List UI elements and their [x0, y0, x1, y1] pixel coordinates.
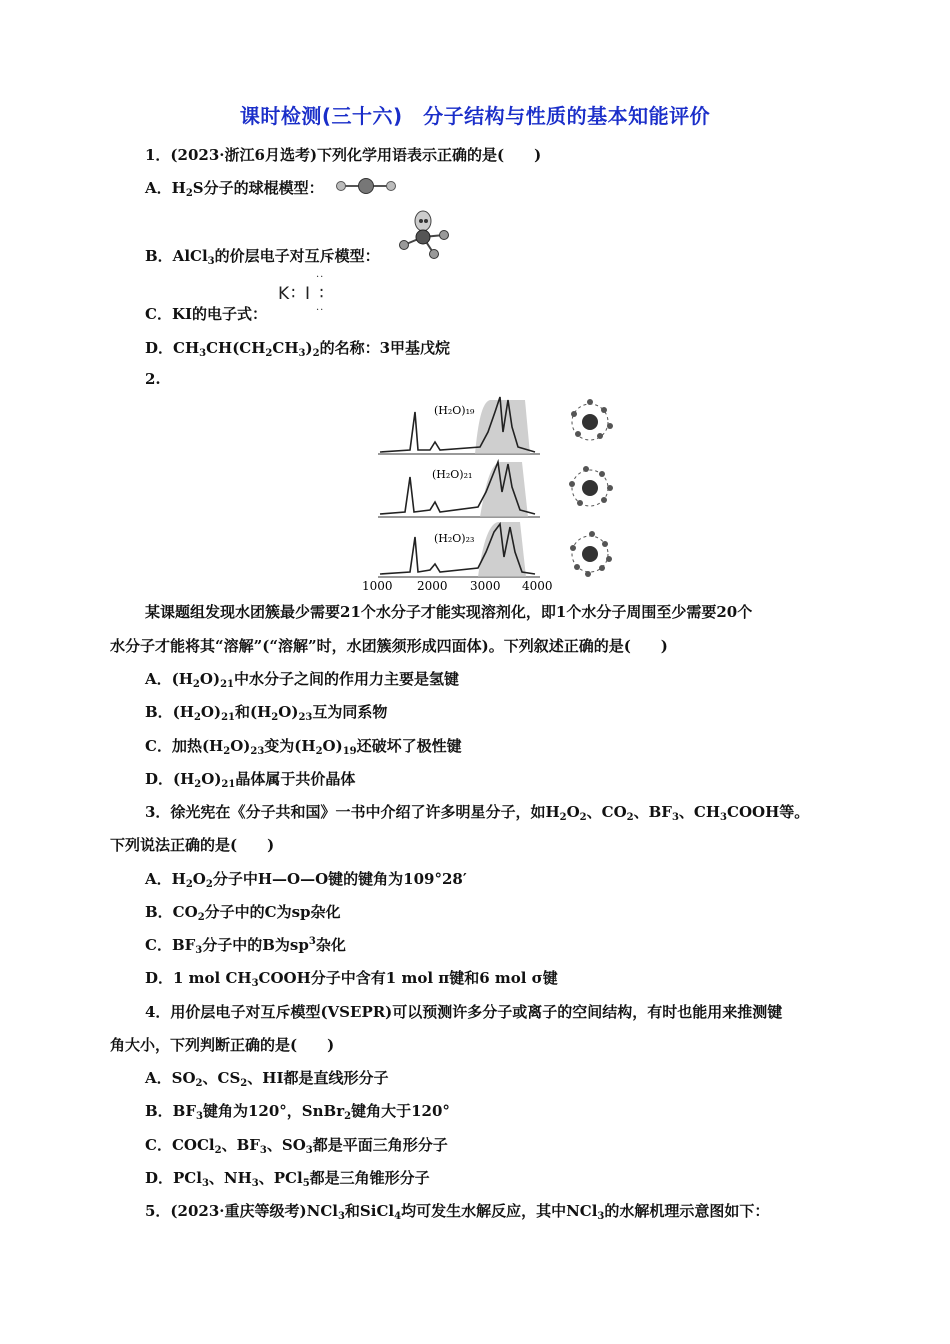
ki-electron-formula: K∶ I ∶ [278, 284, 326, 304]
q3-option-a: A．$H_2O_2$分子中H—O—O键的键角为109°28′ [145, 870, 467, 890]
ki-k-symbol: K [278, 284, 292, 304]
alcl3-vsepr-model [396, 207, 452, 263]
water-cluster-spectra-figure [360, 392, 625, 594]
q2-option-c: C．加热$(H_2O)_{23}$变为$(H_2O)_{19}$还破坏了极性键 [145, 737, 462, 757]
q4-option-c: C．COCl$_2$、$BF_3$、$SO_3$都是平面三角形分子 [145, 1136, 448, 1156]
q2-option-a: A．$(H_2O)_{21}$中水分子之间的作用力主要是氢键 [145, 670, 459, 690]
q3-option-b: B．$CO_2$分子中的C为sp杂化 [145, 903, 341, 923]
q1-option-c: C．KI的电子式： [145, 305, 267, 323]
ki-bottom-dots: ·· [316, 305, 325, 316]
ki-i-symbol: I [305, 284, 313, 304]
q4-option-d: D．PCl$_3$、$NH_3$、PCl$_5$都是三角锥形分子 [145, 1169, 430, 1189]
spectrum-label-23: (H₂O)₂₃ [434, 532, 475, 545]
q3-stem-line1: 3．徐光宪在《分子共和国》一书中介绍了许多明星分子，如$H_2O_2$、$CO_2$、$BF_3$、$CH_3COOH$等。 [145, 803, 810, 823]
q2-option-b: B．$(H_2O)_{21}$和$(H_2O)_{23}$互为同系物 [145, 703, 388, 723]
q1-option-d: D．$CH_3CH(CH_2CH_3)_2$的名称：3甲基戊烷 [145, 339, 451, 359]
x-tick-4000: 4000 [522, 579, 553, 593]
spectrum-label-21: (H₂O)₂₁ [432, 468, 473, 481]
q1-stem: 1．(2023·浙江6月选考)下列化学用语表示正确的是( ) [145, 146, 542, 164]
spectrum-panel-21 [378, 462, 613, 517]
q3-stem-line2: 下列说法正确的是( ) [110, 836, 275, 854]
spectrum-label-19: (H₂O)₁₉ [434, 404, 475, 417]
cluster-19 [571, 399, 613, 440]
q2-paragraph-line1: 某课题组发现水团簇最少需要21个水分子才能实现溶剂化，即1个水分子周围至少需要20个 [145, 603, 753, 621]
cluster-23 [570, 531, 612, 577]
spectrum-panel-23 [378, 522, 612, 577]
x-tick-1000: 1000 [362, 579, 393, 593]
q2-paragraph-line2: 水分子才能将其“溶解”(“溶解”时，水团簇须形成四面体)。下列叙述正确的是( ) [110, 637, 668, 655]
cluster-21 [569, 466, 613, 506]
q3-option-d: D．1 mol $CH_3COOH$分子中含有1 mol π键和6 mol σ键 [145, 969, 558, 989]
q4-stem-line1: 4．用价层电子对互斥模型(VSEPR)可以预测许多分子或离子的空间结构，有时也能用来推测键 [145, 1003, 783, 1021]
q4-option-b: B．$BF_3$键角为120°，SnBr$_2$键角大于120° [145, 1102, 450, 1122]
q1-option-a: A．$H_2S$分子的球棍模型： [145, 179, 324, 199]
page-title: 课时检测(三十六) 分子结构与性质的基本知能评价 [239, 104, 711, 128]
q5-stem: 5．(2023·重庆等级考)NCl$_3$和SiCl$_4$均可发生水解反应，其中NCl$_3$的水解机理示意图如下： [145, 1202, 770, 1222]
ki-top-dots: ·· [316, 272, 325, 283]
q3-option-c: C．$BF_3$分子中的B为$sp^3$杂化 [145, 936, 346, 956]
q4-option-a: A．$SO_2$、$CS_2$、HI都是直线形分子 [145, 1069, 389, 1089]
x-tick-3000: 3000 [470, 579, 501, 593]
h2s-ball-stick-model [335, 175, 397, 197]
q4-stem-line2: 角大小，下列判断正确的是( ) [110, 1036, 335, 1054]
q2-option-d: D．$(H_2O)_{21}$晶体属于共价晶体 [145, 770, 356, 790]
q1-option-b: B．AlCl$_3$的价层电子对互斥模型： [145, 247, 380, 267]
spectrum-panel-19 [378, 397, 613, 454]
q2-number: 2. [145, 370, 161, 388]
x-tick-2000: 2000 [417, 579, 448, 593]
